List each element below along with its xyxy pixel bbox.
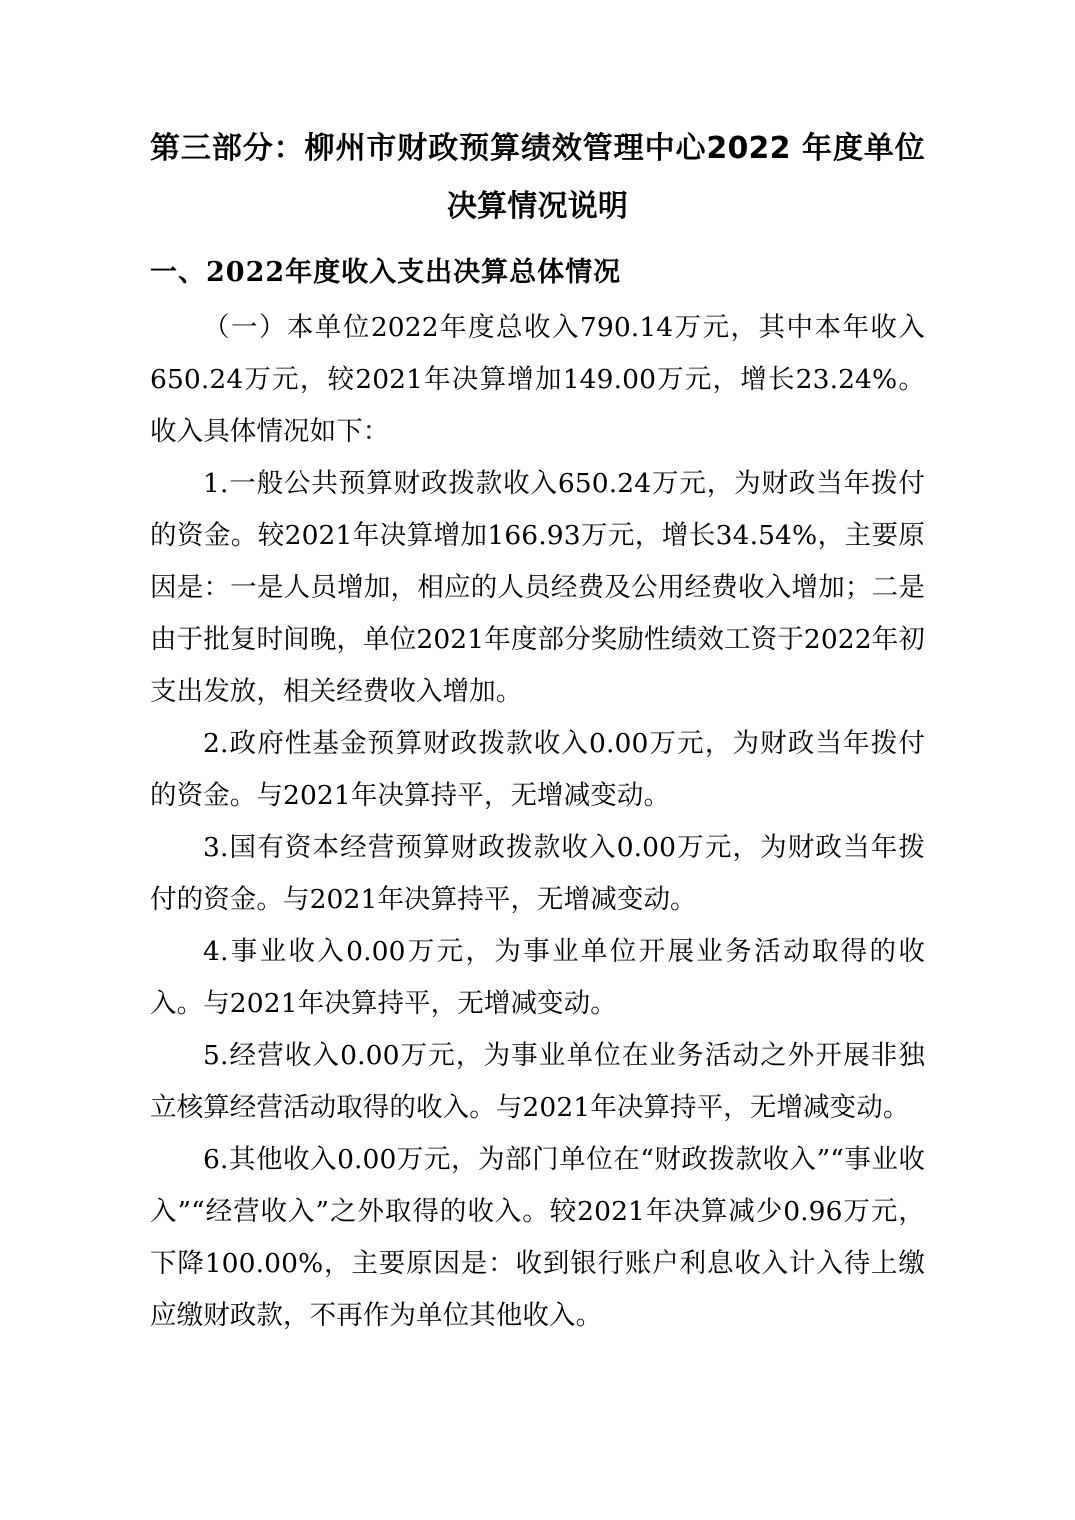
- paragraph-item-1: 1.一般公共预算财政拨款收入650.24万元，为财政当年拨付的资金。较2021年决算增加166.93万元，增长34.54%，主要原因是：一是人员增加，相应的人员经费及公用经费收入增加；二是由于批复时间晚，单位2021年度部分奖励性绩效工资于2022年初支出发放，相关经费收入增加。: [150, 468, 925, 707]
- paragraph-overview: （一）本单位2022年度总收入790.14万元，其中本年收入650.24万元，较2021年决算增加149.00万元，增长23.24%。收入具体情况如下：: [150, 312, 925, 447]
- paragraph-item-2: 2.政府性基金预算财政拨款收入0.00万元，为财政当年拨付的资金。与2021年决算持平，无增减变动。: [150, 728, 925, 811]
- paragraph-item-5: 5.经营收入0.00万元，为事业单位在业务活动之外开展非独立核算经营活动取得的收入。与2021年决算持平，无增减变动。: [150, 1040, 925, 1123]
- section-heading: 一、2022年度收入支出决算总体情况: [150, 257, 622, 288]
- paragraph-item-4: 4.事业收入0.00万元，为事业单位开展业务活动取得的收入。与2021年决算持平，无增减变动。: [150, 936, 925, 1019]
- paragraph-item-6: 6.其他收入0.00万元，为部门单位在“财政拨款收入”“事业收入”“经营收入”之外取得的收入。较2021年决算减少0.96万元，下降100.00%，主要原因是：收到银行账户利息收入计入待上缴应缴财政款，不再作为单位其他收入。: [150, 1144, 925, 1331]
- page-title: 第三部分：柳州市财政预算绩效管理中心2022 年度单位决算情况说明: [150, 131, 925, 224]
- paragraph-item-3: 3.国有资本经营预算财政拨款收入0.00万元，为财政当年拨付的资金。与2021年决算持平，无增减变动。: [150, 832, 925, 915]
